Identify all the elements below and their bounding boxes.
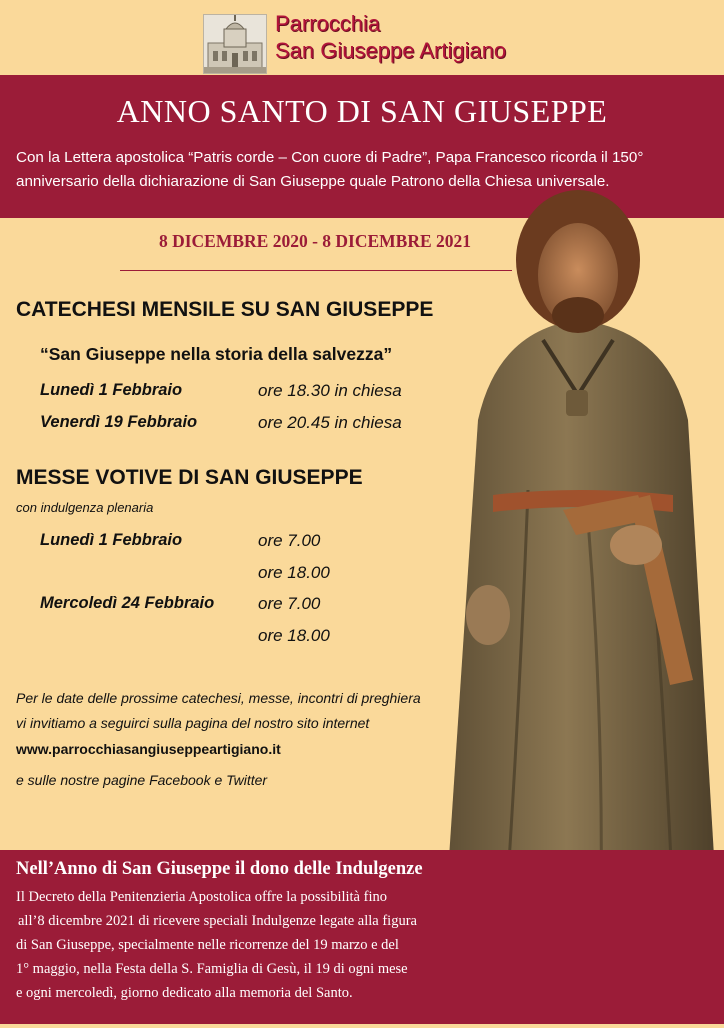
divider	[120, 270, 512, 271]
jubilee-dates: 8 DICEMBRE 2020 - 8 DICEMBRE 2021	[158, 231, 472, 251]
info-text: e sulle nostre pagine Facebook e Twitter	[16, 772, 268, 788]
schedule-time: ore 18.00	[258, 563, 330, 582]
info-text: vi invitiamo a seguirci sulla pagina del nostro sito internet	[16, 715, 370, 731]
intro-text	[16, 146, 716, 194]
indulgenze-title: Nell’Anno di San Giuseppe il dono delle Indulgenze	[16, 859, 423, 879]
messe-note: con indulgenza plenaria	[16, 500, 154, 515]
schedule-time: ore 18.30 in chiesa	[258, 381, 402, 400]
messe-title: MESSE VOTIVE DI SAN GIUSEPPE	[16, 466, 363, 489]
page-title: ANNO SANTO DI SAN GIUSEPPE	[116, 93, 608, 129]
website-link[interactable]: www.parrocchiasangiuseppeartigiano.it	[16, 741, 281, 757]
schedule-day: Mercoledì 24 Febbraio	[40, 594, 215, 612]
indulgenze-line: 1° maggio, nella Festa della S. Famiglia di Gesù, il 19 di ogni mese	[16, 961, 408, 977]
schedule-day: Venerdì 19 Febbraio	[40, 413, 198, 431]
intro-line: Con la Lettera apostolica “Patris corde – Con cuore di Padre”, Papa Francesco ricorda il 150°	[16, 149, 644, 166]
parish-name	[275, 10, 506, 64]
header	[0, 0, 724, 75]
catechesi-subtitle: “San Giuseppe nella storia della salvezza”	[40, 344, 393, 364]
parish-name-line1: Parrocchia	[275, 11, 381, 36]
indulgenze-line: all’8 dicembre 2021 di ricevere speciali Indulgenze legate alla figura	[18, 913, 417, 929]
indulgenze-line: e ogni mercoledì, giorno dedicato alla memoria del Santo.	[16, 985, 353, 1001]
church-logo-icon	[203, 14, 267, 74]
schedule-time: ore 18.00	[258, 626, 330, 645]
schedule-time: ore 7.00	[258, 594, 321, 613]
schedule-time: ore 20.45 in chiesa	[258, 413, 402, 432]
info-text: Per le date delle prossime catechesi, messe, incontri di preghiera	[16, 690, 421, 706]
schedule-time: ore 7.00	[258, 531, 321, 550]
schedule-day: Lunedì 1 Febbraio	[40, 381, 183, 399]
catechesi-title: CATECHESI MENSILE SU SAN GIUSEPPE	[16, 298, 434, 321]
parish-name-line2: San Giuseppe Artigiano	[275, 38, 507, 63]
indulgenze-line: Il Decreto della Penitenzieria Apostolica offre la possibilità fino	[16, 889, 387, 905]
indulgenze-line: di San Giuseppe, specialmente nelle ricorrenze del 19 marzo e del	[16, 937, 399, 953]
intro-line: anniversario della dichiarazione di San Giuseppe quale Patrono della Chiesa universale.	[16, 173, 610, 190]
schedule-day: Lunedì 1 Febbraio	[40, 531, 183, 549]
